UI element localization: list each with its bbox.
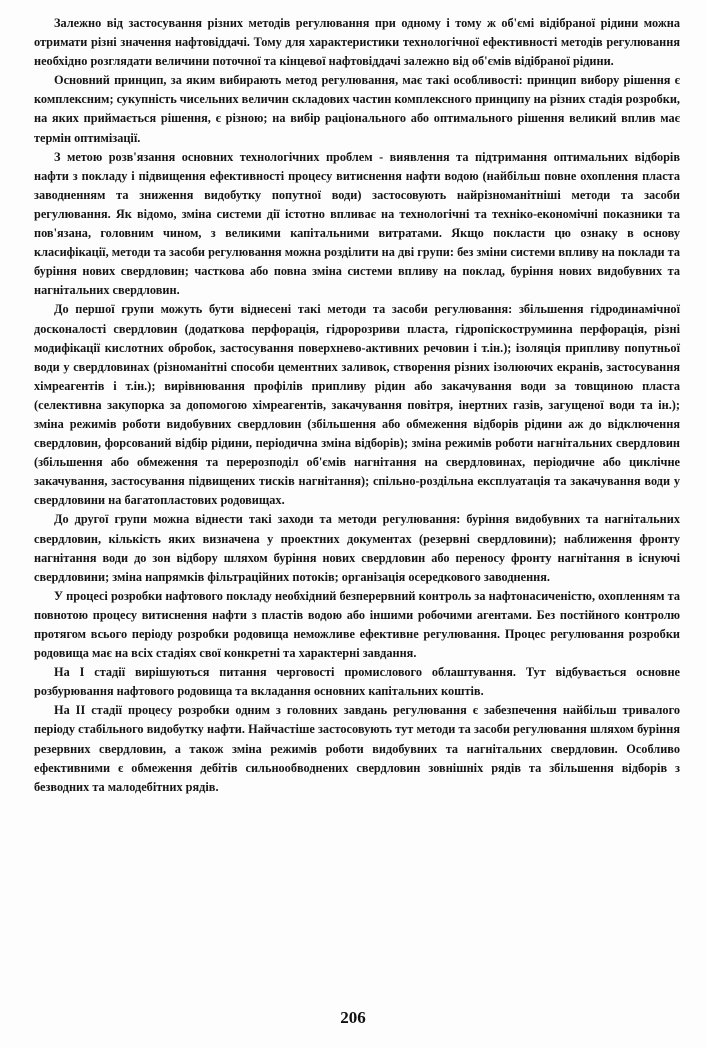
paragraph: Основний принцип, за яким вибирають метод регулювання, має такі особливості: принцип вибору рішення є комплексним; сукупність чисельних величин складових частин комплексного принципу на різних стадія розробки, на яких приймається рішення, є різною; на вибір раціонального або оптимального рішення великий вплив має термін оптимізації. — [34, 73, 680, 145]
paragraph: На II стадії процесу розробки одним з головних завдань регулювання є забезпечення найбільш тривалого періоду стабільного видобутку нафти. Найчастіше застосовують тут методи та засоби регулювання шляхом буріння резервних свердловин, а також зміна режимів роботи видобувних та нагнітальних свердловин. Особливо ефективними є обмеження дебітів сильнообводнених свердловин зовнішніх рядів та збільшення відборів з безводних та малодебітних рядів. — [34, 703, 680, 794]
paragraph: До першої групи можуть бути віднесені такі методи та засоби регулювання: збільшення гідродинамічної досконалості свердловин (додаткова перфорація, гідророзриви пласта, гідропіскоструминна перфорація, різні модифікації кислотних обробок, застосування поверхнево-активних речовин і т.ін.); ізоляція припливу попутньої води у свердловинах (різноманітні способи цементних заливок, створення різних ізолюючих екранів, застосування хімреагентів і т.ін.); вирівнювання профілів припливу рідин або закачування води за товщиною пласта (селективна закупорка за допомогою хімреагентів, закачування повітря, інертних газів, загущеної води та ін.); зміна режимів роботи видобувних свердловин (збільшення або обмеження відборів рідини аж до відключення свердловин, форсований відбір рідини, періодична зміна відборів); зміна режимів роботи нагнітальних свердловин (збільшення або обмеження та перерозподіл об'ємів нагнітання на свердловинах, періодичне або циклічне закачування, застосування підвищених тисків нагнітання); спільно-роздільна експлуатація та закачування води у свердловини на багатопластових родовищах. — [34, 302, 680, 508]
paragraph: У процесі розробки нафтового покладу необхідний безперервний контроль за нафтонасиченістю, охопленням та повнотою процесу витиснення нафти з пластів водою або іншими робочими агентами. Без постійного контролю протягом всього періоду розробки родовища неможливе ефективне регулювання. Процес регулювання розробки родовища має на всіх стадіях свої конкретні та характерні завдання. — [34, 588, 680, 661]
body-text — [34, 14, 680, 797]
paragraph: Залежно від застосування різних методів регулювання при одному і тому ж об'ємі відібраної рідини можна отримати різні значення нафтовіддачі. Тому для характеристики технологічної ефективності методів регулювання необхідно розглядати величини поточної та кінцевої нафтовіддачі залежно від об'ємів відібраної рідини. — [34, 16, 680, 69]
paragraph: На I стадії вирішуються питання черговості промислового облаштування. Тут відбувається основне розбурювання нафтового родовища та вкладання основних капітальних коштів. — [34, 665, 680, 699]
page-number: 206 — [340, 1008, 366, 1027]
paragraph: До другої групи можна віднести такі заходи та методи регулювання: буріння видобувних та нагнітальних свердловин, кількість яких визначена у проектних документах (резервні свердловини); наближення фронту нагнітання води до зон відбору шляхом буріння нових свердловин або переносу фронту нагнітання в існуючі свердловини; зміна напрямків фільтраційних потоків; організація осередкового заводнення. — [34, 512, 680, 584]
paragraph: З метою розв'язання основних технологічних проблем - виявлення та підтримання оптимальних відборів нафти з покладу і підвищення ефективності процесу витиснення нафти водою (найбільш повне охоплення пласта заводненням та зниження видобутку попутної води) застосовують найрізноманітніші методи та засоби регулювання. Як відомо, зміна системи дії істотно впливає на технологічні та техніко-економічні показники та пов'язана, головним чином, з великими капітальними витратами. Якщо покласти цю ознаку в основу класифікації, методи та засоби регулювання можна розділити на дві групи: без зміни системи впливу на поклади та буріння нових свердловин; часткова або повна зміна системи впливу на поклад, буріння нових видобувних та нагнітальних свердловин. — [34, 149, 680, 298]
